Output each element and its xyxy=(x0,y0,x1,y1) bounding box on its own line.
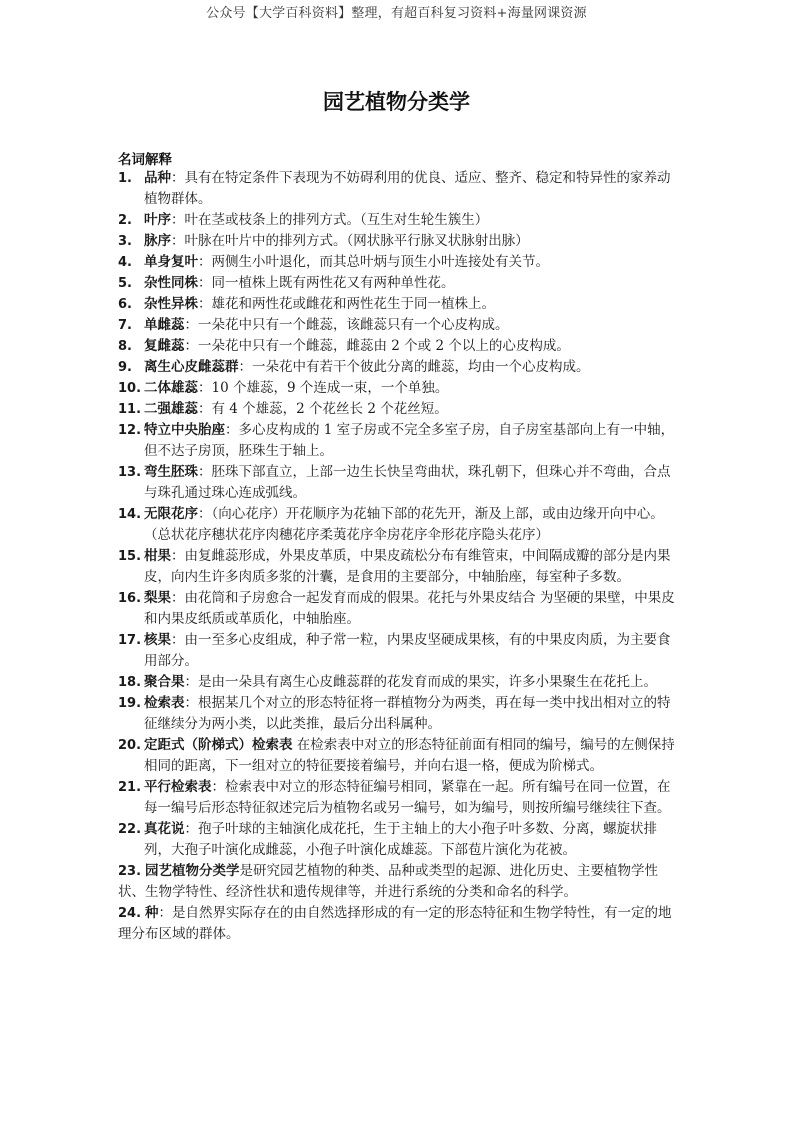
item-term: 叶序 xyxy=(144,212,171,228)
item-number: 5. xyxy=(118,276,132,291)
item-term: 检索表 xyxy=(144,695,185,711)
list-item xyxy=(118,378,683,399)
item-term: 弯生胚珠 xyxy=(144,464,198,480)
item-text: ：胚珠下部直立，上部一边生长快呈弯曲状，珠孔朝下，但珠心并不弯曲，合点与珠孔通过珠心连成弧线。 xyxy=(144,464,671,501)
list-item xyxy=(118,630,683,672)
item-number: 12. xyxy=(118,423,142,438)
list-item xyxy=(118,777,683,819)
item-term: 二体雄蕊 xyxy=(144,380,198,396)
item-term: 平行检索表 xyxy=(144,779,212,795)
item-number: 1. xyxy=(118,171,132,186)
item-text: ：是由一朵具有离生心皮雌蕊群的花发育而成的果实，许多小果聚生在花托上。 xyxy=(184,674,657,690)
page-header: 公众号【大学百科资料】整理，有超百科复习资料+海量网课资源 xyxy=(206,6,587,21)
item-term: 特立中央胎座 xyxy=(144,422,225,438)
list-item xyxy=(118,504,683,546)
page-title: 园艺植物分类学 xyxy=(323,89,470,114)
item-text: ：具有在特定条件下表现为不妨碍利用的优良、适应、整齐、稳定和特异性的家养动植物群体。 xyxy=(144,170,671,207)
section-heading: 名词解释 xyxy=(118,152,172,168)
list-item xyxy=(118,420,683,462)
item-term: 无限花序 xyxy=(144,506,198,522)
list-item xyxy=(118,819,683,861)
item-number: 3. xyxy=(118,234,132,249)
list-item xyxy=(118,252,683,273)
item-number: 17. xyxy=(118,633,142,648)
item-term: 复雌蕊 xyxy=(144,338,185,354)
list-item xyxy=(118,588,683,630)
item-term: 单雌蕊 xyxy=(144,317,185,333)
item-text: ：同一植株上既有两性花又有两种单性花。 xyxy=(198,275,455,291)
item-term: 聚合果 xyxy=(144,674,185,690)
list-item xyxy=(118,315,683,336)
list-item xyxy=(118,273,683,294)
item-number: 20. xyxy=(118,738,142,753)
item-text: ：（向心花序）开花顺序为花轴下部的花先开，渐及上部，或由边缘开向中心。（总状花序穗状花序肉穗花序柔荑花序伞房花序伞形花序隐头花序） xyxy=(144,506,664,543)
item-number: 13. xyxy=(118,465,142,480)
list-item xyxy=(118,546,683,588)
list-item xyxy=(118,903,683,945)
item-term: 园艺植物分类学 xyxy=(145,863,240,879)
item-number: 24. xyxy=(118,906,142,921)
item-text: ：10 个雄蕊，9 个连成一束，一个单独。 xyxy=(198,380,449,396)
list-item xyxy=(118,336,683,357)
item-number: 9. xyxy=(118,360,132,375)
item-text: ：有 4 个雄蕊，2 个花丝长 2 个花丝短。 xyxy=(198,401,448,417)
item-term: 梨果 xyxy=(144,590,171,606)
item-term: 单身复叶 xyxy=(144,254,198,270)
item-text: ：一朵花中只有一个雌蕊，雌蕊由 2 个或 2 个以上的心皮构成。 xyxy=(184,338,570,354)
item-term: 脉序 xyxy=(144,233,171,249)
item-number: 23. xyxy=(118,864,142,879)
list-item xyxy=(118,735,683,777)
list-item xyxy=(118,168,683,210)
item-term: 杂性同株 xyxy=(144,275,198,291)
item-text: ：叶在茎或枝条上的排列方式。（互生对生轮生簇生） xyxy=(171,212,489,228)
item-term: 品种 xyxy=(144,170,171,186)
item-text: ：雄花和两性花或雌花和两性花生于同一植株上。 xyxy=(198,296,495,312)
item-text: ：多心皮构成的 1 室子房或不完全多室子房，自子房室基部向上有一中轴，但不达子房顶，胚珠生于轴上。 xyxy=(144,422,675,459)
item-number: 18. xyxy=(118,675,142,690)
item-text: ：叶脉在叶片中的排列方式。（网状脉平行脉叉状脉射出脉） xyxy=(171,233,529,249)
item-number: 11. xyxy=(118,402,142,417)
item-text: ：一朵花中有若干个彼此分离的雌蕊，均由一个心皮构成。 xyxy=(238,359,590,375)
list-item xyxy=(118,210,683,231)
item-number: 2. xyxy=(118,213,132,228)
item-text: ：一朵花中只有一个雌蕊，该雌蕊只有一个心皮构成。 xyxy=(184,317,509,333)
list-item xyxy=(118,357,683,378)
item-text: ：由花筒和子房愈合一起发育而成的假果。花托与外果皮结合 为坚硬的果壁，中果皮和内果皮纸质或革质化，中轴胎座。 xyxy=(144,590,675,627)
list-item xyxy=(118,399,683,420)
item-number: 16. xyxy=(118,591,142,606)
definition-list xyxy=(118,168,683,945)
item-text: ：根据某几个对立的形态特征将一群植物分为两类，再在每一类中找出相对立的特征继续分为两小类，以此类推，最后分出科属种。 xyxy=(144,695,671,732)
item-number: 15. xyxy=(118,549,142,564)
list-item xyxy=(118,462,683,504)
item-term: 离生心皮雌蕊群 xyxy=(144,359,239,375)
item-number: 21. xyxy=(118,780,142,795)
item-number: 6. xyxy=(118,297,132,312)
item-text: ：由复雌蕊形成，外果皮革质，中果皮疏松分布有维管束，中间隔成瓣的部分是内果皮，向内生许多肉质多浆的汁囊，是食用的主要部分，中轴胎座，每室种子多数。 xyxy=(144,548,671,585)
item-term: 真花说 xyxy=(144,821,185,837)
item-text: ：检索表中对立的形态特征编号相同，紧靠在一起。所有编号在同一位置，在每一编号后形态特征叙述完后为植物名或另一编号，如为编号，则按所编号继续往下查。 xyxy=(144,779,671,816)
item-text: ：孢子叶球的主轴演化成花托，生于主轴上的大小孢子叶多数、分离，螺旋状排列，大孢子叶演化成雌蕊，小孢子叶演化成雄蕊。下部苞片演化为花被。 xyxy=(144,821,657,858)
item-number: 8. xyxy=(118,339,132,354)
item-text: 在检索表中对立的形态特征前面有相同的编号，编号的左侧保持相同的距离，下一组对立的特征要接着编号，并向右退一格，便成为阶梯式。 xyxy=(144,737,675,774)
item-number: 22. xyxy=(118,822,142,837)
item-term: 种 xyxy=(145,905,159,921)
item-text: ：由一至多心皮组成，种子常一粒，内果皮坚硬成果核，有的中果皮肉质，为主要食用部分。 xyxy=(144,632,671,669)
list-item xyxy=(118,672,683,693)
item-number: 4. xyxy=(118,255,132,270)
item-number: 14. xyxy=(118,507,142,522)
item-number: 7. xyxy=(118,318,132,333)
item-number: 19. xyxy=(118,696,142,711)
list-item xyxy=(118,231,683,252)
item-term: 杂性异株 xyxy=(144,296,198,312)
list-item xyxy=(118,693,683,735)
list-item xyxy=(118,861,683,903)
item-text: ：两侧生小叶退化，而其总叶炳与顶生小叶连接处有关节。 xyxy=(198,254,549,270)
item-text: ：是自然界实际存在的由自然选择形成的有一定的形态特征和生物学特性，有一定的地理分布区域的群体。 xyxy=(118,905,672,942)
item-term: 核果 xyxy=(144,632,171,648)
item-text: 是研究园艺植物的种类、品种或类型的起源、进化历史、主要植物学性状、生物学特性、经济性状和遗传规律等，并进行系统的分类和命名的科学。 xyxy=(118,863,659,900)
item-term: 柑果 xyxy=(144,548,171,564)
item-term: 定距式（阶梯式）检索表 xyxy=(144,737,293,753)
item-term: 二强雄蕊 xyxy=(144,401,198,417)
item-number: 10. xyxy=(118,381,142,396)
list-item xyxy=(118,294,683,315)
